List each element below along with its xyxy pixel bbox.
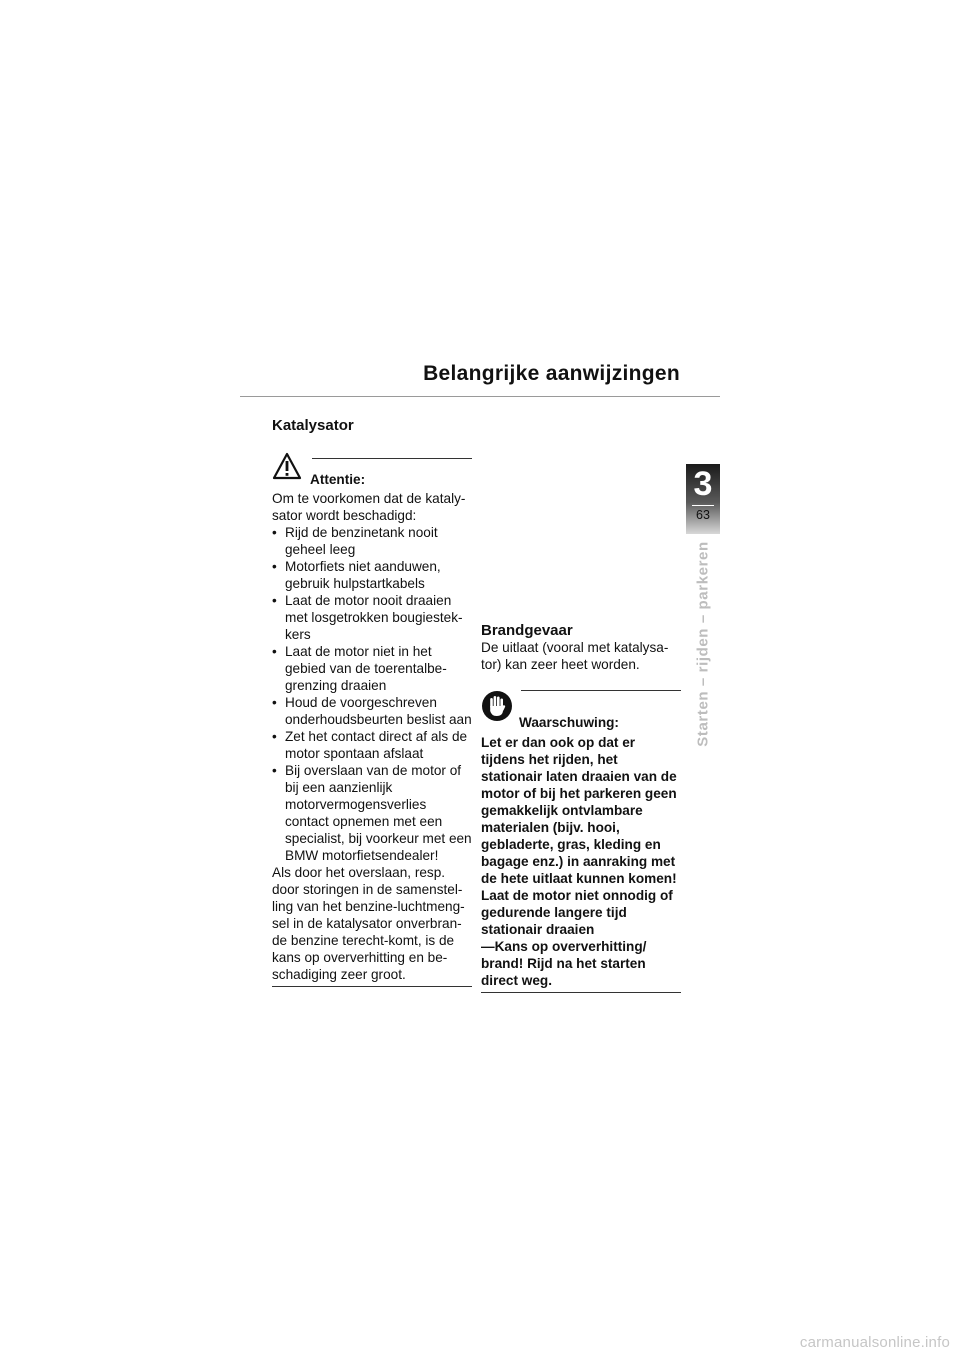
attention-end-rule: [272, 986, 472, 987]
left-column: [272, 452, 472, 987]
chapter-number: 3: [693, 465, 713, 503]
list-item: • Motorfiets niet aanduwen, gebruik hulpstartkabels: [272, 558, 472, 592]
spacer: [481, 673, 681, 690]
warning-label: Waarschuwing:: [519, 715, 619, 730]
list-item: • Rijd de benzinetank nooit geheel leeg: [272, 524, 472, 558]
warning-text-3: —Kans op oververhitting/ brand! Rijd na het starten direct weg.: [481, 939, 647, 988]
attention-header: [272, 452, 472, 490]
chapter-tab: [686, 464, 720, 534]
chapter-divider: [692, 505, 714, 506]
title-divider: [240, 396, 720, 397]
list-item: • Zet het contact direct af als de motor spontaan afslaat: [272, 728, 472, 762]
list-item: • Bij overslaan van de motor of bij een aanzienlijk motorvermogensverlies contact opnemen met een specialist, bij voorkeur met een BMW motorfietsendealer!: [272, 762, 472, 864]
watermark: carmanualsonline.info: [799, 1334, 950, 1351]
page-title: Belangrijke aanwijzingen: [423, 362, 680, 385]
attention-intro: Om te voorkomen dat de kataly-sator wordt beschadigd:: [272, 491, 466, 523]
attention-label: Attentie:: [310, 472, 366, 487]
list-item: • Laat de motor niet in het gebied van de toerentalbe-grenzing draaien: [272, 643, 472, 694]
warning-text-2: Laat de motor niet onnodig of gedurende langere tijd stationair draaien: [481, 888, 673, 937]
brandgevaar-intro: De uitlaat (vooral met katalysa-tor) kan zeer heet worden.: [481, 640, 669, 672]
stop-hand-icon: [481, 690, 513, 726]
section-heading-katalysator: Katalysator: [272, 417, 354, 434]
attention-closing: Als door het overslaan, resp. door storingen in de samenstel-ling van het benzine-luchtmeng-sel in de katalysator onverbran-de benzine terecht-komt, is de kans op oververhitting en be-schadiging zeer groot.: [272, 865, 465, 982]
attention-rule: [312, 458, 472, 459]
warning-rule: [521, 690, 681, 691]
warning-triangle-icon: [272, 452, 302, 484]
warning-text-1: Let er dan ook op dat er tijdens het rijden, het stationair laten draaien van de motor of bij het parkeren geen gemakkelijk ontvlambare materialen (bijv. hooi, gebladerte, gras, kleding en bagage enz.) in aanraking met de hete uitlaat kunnen komen!: [481, 735, 677, 886]
page-number: 63: [696, 508, 710, 522]
section-heading-brandgevaar: Brandgevaar: [481, 622, 573, 639]
warning-end-rule: [481, 992, 681, 993]
warning-header: [481, 690, 681, 734]
chapter-side-label: Starten – rijden – parkeren: [694, 541, 712, 747]
right-column: [481, 623, 681, 993]
list-item: • Houd de voorgeschreven onderhoudsbeurten beslist aan: [272, 694, 472, 728]
list-item: • Laat de motor nooit draaien met losgetrokken bougiestek-kers: [272, 592, 472, 643]
attention-list: [272, 524, 472, 864]
